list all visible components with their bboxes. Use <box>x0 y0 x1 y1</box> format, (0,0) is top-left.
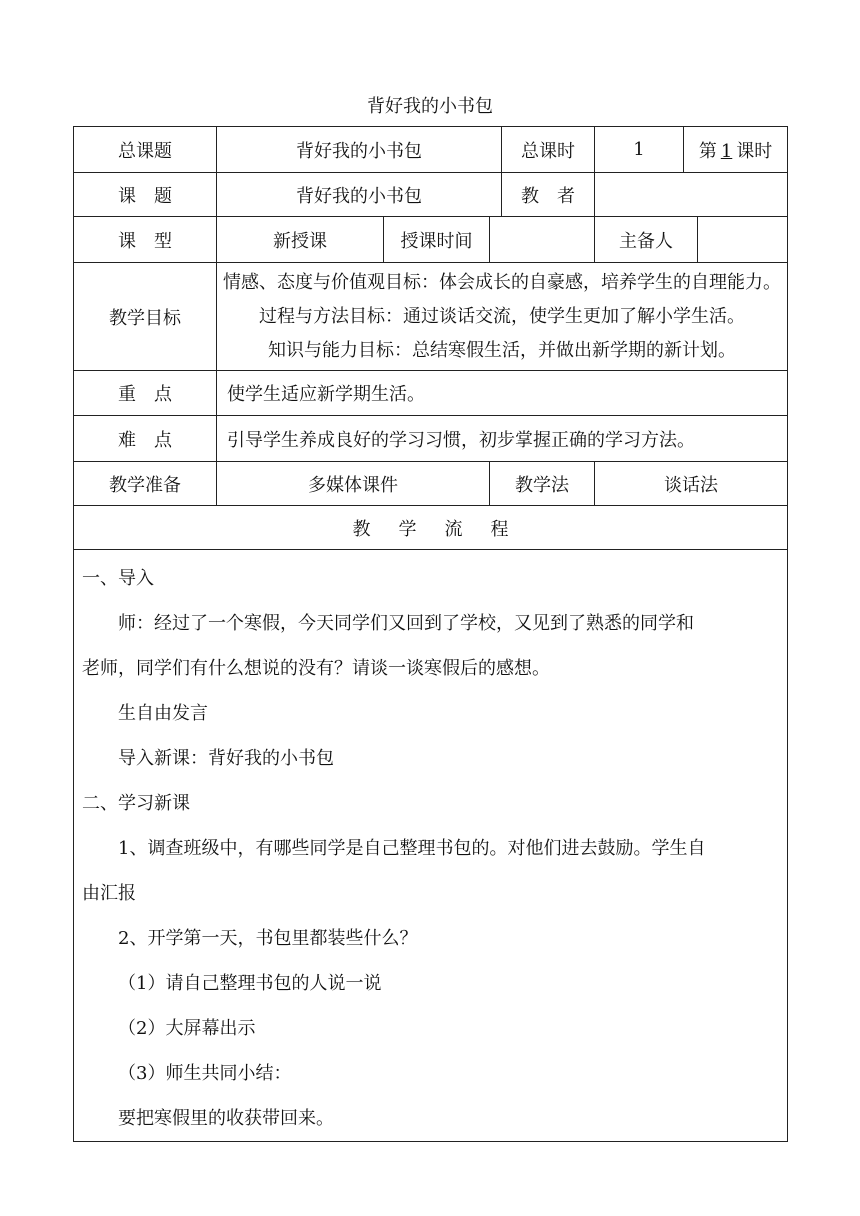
paragraph-line: 老师，同学们有什么想说的没有？请谈一谈寒假后的感想。 <box>82 658 550 679</box>
paragraph-line: 要把寒假里的收获带回来。 <box>118 1108 334 1129</box>
row-key-point <box>74 371 788 416</box>
lesson-plan-table <box>73 126 788 1142</box>
flow-header-char: 教 <box>352 518 371 540</box>
row-preparation <box>74 462 788 506</box>
row-topic <box>74 173 788 217</box>
difficulty-value: 引导学生养成良好的学习习惯，初步掌握正确的学习方法。 <box>217 416 788 462</box>
paragraph-line: 生自由发言 <box>118 703 208 724</box>
key-point-value: 使学生适应新学期生活。 <box>217 371 788 416</box>
prep-label: 教学准备 <box>74 462 217 506</box>
row-main-topic <box>74 127 788 173</box>
preparer-value <box>698 217 788 263</box>
paragraph-line: 由汇报 <box>82 883 136 904</box>
paragraph-line: 2、开学第一天，书包里都装些什么？ <box>118 928 418 949</box>
row-flow-header <box>74 506 788 550</box>
flow-header-char: 学 <box>398 518 417 540</box>
paragraph-line: 师：经过了一个寒假，今天同学们又回到了学校，又见到了熟悉的同学和 <box>118 613 694 634</box>
time-value <box>490 217 595 263</box>
topic-value: 背好我的小书包 <box>217 173 502 217</box>
paragraph-line: （2）大屏幕出示 <box>118 1018 256 1039</box>
goal-item: 过程与方法目标：通过谈话交流，使学生更加了解小学生活。 <box>259 305 746 327</box>
paragraph-line: 导入新课：背好我的小书包 <box>118 748 334 769</box>
flow-header <box>74 506 788 550</box>
prep-value: 多媒体课件 <box>217 462 490 506</box>
main-topic-label: 总课题 <box>74 127 217 173</box>
lesson-number-cell <box>684 127 788 173</box>
row-goals <box>74 263 788 371</box>
method-label: 教学法 <box>490 462 595 506</box>
lesson-number: 1 <box>720 140 733 162</box>
paragraph-line: 1、调查班级中，有哪些同学是自己整理书包的。对他们进去鼓励。学生自 <box>118 838 706 859</box>
lesson-suffix: 课时 <box>736 140 773 162</box>
row-flow-body <box>74 550 788 1142</box>
goal-item: 知识与能力目标：总结寒假生活，并做出新学期的新计划。 <box>268 339 737 361</box>
goal-item: 情感、态度与价值观目标：体会成长的自豪感，培养学生的自理能力。 <box>223 271 782 293</box>
flow-header-char: 流 <box>444 518 463 540</box>
key-point-label: 重 点 <box>74 371 217 416</box>
teacher-value <box>595 173 788 217</box>
preparer-label: 主备人 <box>595 217 698 263</box>
section-heading: 一、导入 <box>82 568 154 589</box>
goals-label: 教学目标 <box>74 263 217 371</box>
method-value: 谈话法 <box>595 462 788 506</box>
goals-list <box>217 263 788 371</box>
difficulty-label: 难 点 <box>74 416 217 462</box>
section-heading: 二、学习新课 <box>82 793 190 814</box>
type-value: 新授课 <box>217 217 384 263</box>
topic-label: 课 题 <box>74 173 217 217</box>
flow-body <box>74 550 788 1142</box>
total-hours-label: 总课时 <box>502 127 595 173</box>
total-hours-value: 1 <box>595 127 684 173</box>
time-label: 授课时间 <box>384 217 490 263</box>
main-topic-value: 背好我的小书包 <box>217 127 502 173</box>
row-difficulty <box>74 416 788 462</box>
type-label: 课 型 <box>74 217 217 263</box>
teacher-label: 教 者 <box>502 173 595 217</box>
document-title: 背好我的小书包 <box>367 96 493 117</box>
lesson-prefix: 第 <box>698 140 717 162</box>
flow-header-char: 程 <box>490 518 509 540</box>
paragraph-line: （3）师生共同小结： <box>118 1063 292 1084</box>
paragraph-line: （1）请自己整理书包的人说一说 <box>118 973 382 994</box>
row-type <box>74 217 788 263</box>
